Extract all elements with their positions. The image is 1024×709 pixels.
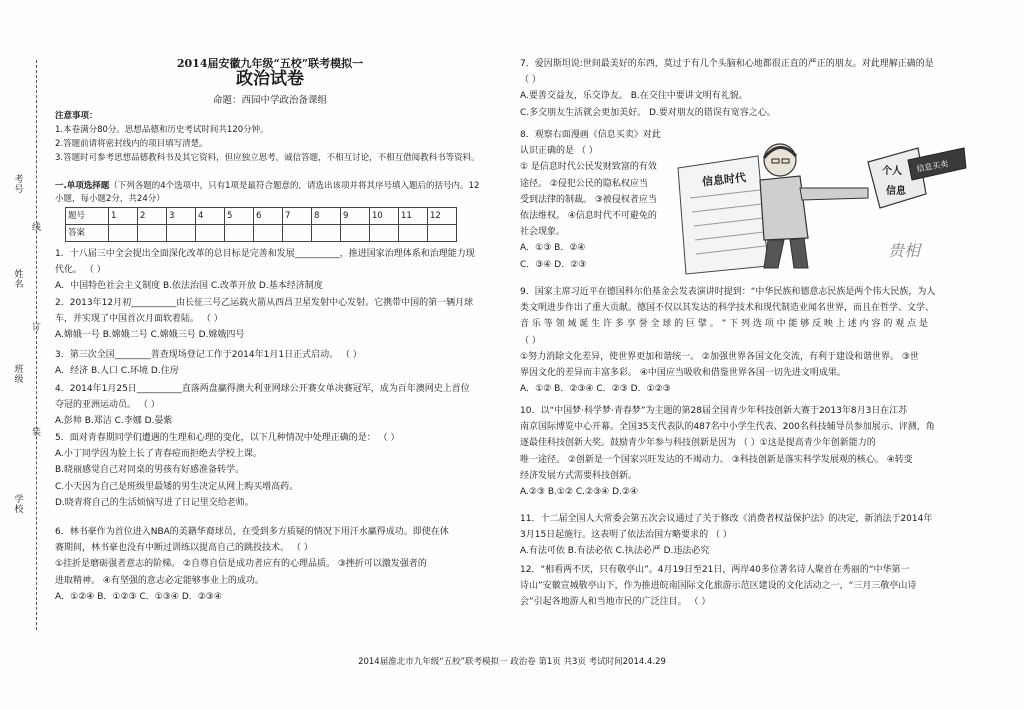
comic-illustration <box>668 128 968 276</box>
table-head-answer: 答案 <box>66 225 109 242</box>
comic-artist-signature: 贵相 <box>888 241 921 260</box>
question-line: A．①③ B．②④ <box>520 243 586 254</box>
question-line: 途径。 ②侵犯公民的隐私权应当 <box>520 178 648 189</box>
seal-mark-pack: 装 <box>32 428 42 438</box>
question-line: 经济发展方式需要科技创新。 <box>520 470 638 481</box>
question-6 <box>55 524 487 605</box>
school-label: 学校 <box>14 495 24 515</box>
question-line: A.②③ B.①② C.②③④ D.②④ <box>520 487 639 498</box>
answer-cell[interactable] <box>341 225 370 242</box>
question-line: 会”引起各地游人和当地市民的广泛注目。 （ ） <box>520 597 711 608</box>
note-item: 1.本卷满分80分。思想品德和历史考试时间共120分钟。 <box>55 125 269 135</box>
question-line: 11．十二届全国人大常委会第五次会议通过了关于修改《消费者权益保护法》的决定，新消法于2014年 <box>520 514 933 524</box>
question-line: C.多交朋友生活就会更加美好。 D.要对朋友的错误有宽容之心。 <box>520 107 776 118</box>
section-desc: （下列各题的4个选项中，只有1项是最符合题意的，请选出该项并将其序号填入题后的括号内。12小题，每小题2分，共24分） <box>55 181 480 204</box>
question-line: D.晓青将自己的生活烦恼写进了日记里交给老师。 <box>55 497 254 508</box>
question-line: 1．十八届三中全会提出全面深化改革的总目标是完善和发展__________，推进国家治理体系和治理能力现 <box>55 249 475 259</box>
question-1 <box>55 246 487 295</box>
seal-line <box>36 60 37 630</box>
question-4 <box>55 381 487 430</box>
question-line: 8．观察右面漫画《信息买卖》对此 <box>520 130 661 140</box>
answer-cell[interactable] <box>399 225 428 242</box>
answer-table-number-row <box>66 208 457 225</box>
series-title: 2014届安徽九年级“五校”联考模拟一 <box>176 57 364 70</box>
page-footer: 2014届淮北市九年级“五校”联考模拟一 政治卷 第1页 共3页 考试时间2014.4.29 <box>358 657 666 667</box>
question-number-cell: 3 <box>167 208 196 225</box>
question-number-cell: 8 <box>312 208 341 225</box>
question-line: A．经济 B.人口 C.环境 D.住房 <box>55 366 179 377</box>
answer-cell[interactable] <box>312 225 341 242</box>
question-5 <box>55 430 487 511</box>
comic-sign-personal: 个人 <box>882 166 902 177</box>
comic-coat <box>760 176 808 240</box>
answer-cell[interactable] <box>428 225 457 242</box>
class-label: 班级 <box>14 365 24 385</box>
question-number-cell: 6 <box>254 208 283 225</box>
question-line: 进取精神。 ④有坚强的意志必定能够事业上的成功。 <box>55 575 264 586</box>
subject-title: 政治试卷 <box>236 69 304 89</box>
question-line: 12．“相看两不厌，只有敬亭山”。4月19日至21日，两岸40多位著名诗人聚首在秀丽的“中华第一 <box>520 565 910 575</box>
comic-sign-info: 信息 <box>886 186 906 197</box>
question-10 <box>520 403 975 500</box>
question-line: 类文明进步作出了重大贡献。德国不仅以其发达的科学技术和现代制造业闻名世界，而且在哲学、文学、 <box>520 303 935 314</box>
question-line: 6．林书豪作为首位进入NBA的美籍华裔球员，在受到多方质疑的情况下用汗水赢得成功。即使在休 <box>55 527 449 537</box>
question-line: 诗山”安徽宣城敬亭山下，作为推进皖南国际文化旅游示范区建设的文化活动之一，“三月三敬亭山诗 <box>520 581 917 592</box>
exam-no-label: 考号 <box>14 175 24 195</box>
section-one-heading <box>55 180 485 206</box>
question-9 <box>520 284 975 397</box>
answer-cell[interactable] <box>370 225 399 242</box>
question-line: 依法维权。 ④信息时代不可避免的 <box>520 211 657 222</box>
section-title: 一.单项选择题 <box>55 181 110 191</box>
question-line: 受到法律的制裁。 ③被侵权者应当 <box>520 194 657 205</box>
seal-mark-bind: 订 <box>32 323 42 333</box>
question-line: 车，并实现了中国首次月面软着陆。 （ ） <box>55 314 223 325</box>
question-line: 夺冠的亚洲运动员。 （ ） <box>55 400 160 411</box>
question-number-cell: 9 <box>341 208 370 225</box>
notes-heading: 注意事项： <box>55 111 98 121</box>
question-number-cell: 11 <box>399 208 428 225</box>
question-line: 代化。 （ ） <box>55 265 106 276</box>
binding-gutter <box>12 60 42 630</box>
question-line: A.嫦娥一号 B.嫦娥二号 C.嫦娥三号 D.嫦娥四号 <box>55 330 245 341</box>
question-7 <box>520 56 975 121</box>
question-line: 音 乐 等 领 域 诞 生 许 多 享 誉 全 球 的 巨 擘 。 ” 下 列 选 项 中 能 够 反 映 上 述 内 容 的 观 点 是 <box>520 319 928 330</box>
question-number-cell: 1 <box>109 208 138 225</box>
question-line: A.彭帅 B.郑洁 C.李娜 D.晏紫 <box>55 416 173 427</box>
question-line: A．中国特色社会主义制度 B.依法治国 C.改革开放 D.基本经济制度 <box>55 281 323 292</box>
question-line: ① 是信息时代公民发财致富的有效 <box>520 162 657 173</box>
question-number-cell: 4 <box>196 208 225 225</box>
question-line: A.要善交益友，乐交诤友。 B.在交往中要讲文明有礼貌。 <box>520 91 748 102</box>
answer-cell[interactable] <box>283 225 312 242</box>
question-line: 4．2014年1月25日__________直落两盘赢得澳大利亚网球公开赛女单决赛冠军，成为百年澳网史上首位 <box>55 384 470 394</box>
answer-cell[interactable] <box>167 225 196 242</box>
question-line: 逐最佳科技创新大奖。鼓励青少年参与科技创新是因为 （ ）①这是提高青少年创新能力的 <box>520 438 876 449</box>
question-line: B.晓丽感觉自己对同桌的男孩有好感准备转学。 <box>55 465 245 476</box>
question-number-cell: 12 <box>428 208 457 225</box>
question-line: 认识正确的是 （ ） <box>520 146 598 157</box>
question-line: C．③④ D．②③ <box>520 259 587 270</box>
question-line: ①挂折是磨砺强者意志的阶梯。 ②自尊自信是成功者应有的心理品质。 ③挫折可以激发强者的 <box>55 559 427 570</box>
question-number-cell: 10 <box>370 208 399 225</box>
table-head-number: 题号 <box>66 208 109 225</box>
note-item: 2.答题前请将密封线内的项目填写清楚。 <box>55 139 208 149</box>
answer-cell[interactable] <box>109 225 138 242</box>
question-line: 唯一途径。 ②创新是一个国家兴旺发达的不竭动力。 ③科技创新是落实科学发展观的核心。 ④转变 <box>520 454 913 465</box>
question-line: A.小丁同学因为脸上长了青春痘而拒绝去学校上课。 <box>55 449 262 460</box>
question-line: 社会现象。 <box>520 227 566 238</box>
question-line: 2．2013年12月初__________由长征三号乙运载火箭从西昌卫星发射中心发射。它携带中国的第一辆月球 <box>55 298 474 308</box>
question-line: A．①② B．②③④ C．②③ D．①②③ <box>520 384 671 395</box>
question-number-cell: 2 <box>138 208 167 225</box>
question-line: A．①②④ B．①②③ C．①③④ D．②③④ <box>55 591 222 602</box>
question-line: 赛期间，林书豪也没有中断过训练以提高自己的跳投技术。 （ ） <box>55 543 313 554</box>
answer-table-answer-row <box>66 225 457 242</box>
question-line: 10．以“中国梦·科学梦·青春梦”为主题的第28届全国青少年科技创新大赛于2013年8月3日在江苏 <box>520 406 908 416</box>
comic-sign-trade: 信息买卖 <box>915 159 949 174</box>
comic-sign-left: 信息时代 <box>701 171 747 189</box>
question-number-cell: 5 <box>225 208 254 225</box>
question-line: C.小天因为自己是班级里最矮的男生决定从网上购买增高药。 <box>55 481 299 492</box>
question-number-cell: 7 <box>283 208 312 225</box>
question-line: （ ） <box>520 335 541 346</box>
question-11 <box>520 511 975 560</box>
question-line: 3月15日起施行。这表明了依法治国方略要求的 （ ） <box>520 530 732 541</box>
question-line: 3．第三次全国________普查现场登记工作于2014年1月1日正式启动。 （ ） <box>55 350 362 360</box>
question-line: A.有法可依 B.有法必依 C.执法必严 D.违法必究 <box>520 546 710 557</box>
answer-table <box>65 207 457 242</box>
name-label: 姓名 <box>14 270 24 290</box>
question-line: ①努力消除文化差异，使世界更加和谐统一。 ②加强世界各国文化交流，有利于建设和谐世界。 ③世 <box>520 351 919 362</box>
question-line: 7．爱因斯坦说:世间最美好的东西，莫过于有几个头脑和心地都很正直的严正的朋友。对此理解正确的是 <box>520 59 934 69</box>
question-line: 5．面对青春期同学们遭遇的生理和心理的变化，以下几种情况中处理正确的是： （ ） <box>55 433 400 443</box>
question-line: 界因文化的差异而丰富多彩。 ④中国应当吸收和借鉴世界各国一切先进文明成果。 <box>520 368 846 379</box>
question-12 <box>520 562 975 611</box>
answer-cell[interactable] <box>225 225 254 242</box>
question-2 <box>55 295 487 344</box>
exam-notes <box>55 109 485 165</box>
author-line: 命题：西园中学政治备课组 <box>212 95 327 106</box>
question-line: 9．国家主席习近平在德国科尔伯基金会发表演讲时提到：“中华民族和德意志民族是两个伟大民族，为人 <box>520 287 936 297</box>
answer-cell[interactable] <box>254 225 283 242</box>
question-line: 南京国际博览中心开幕。全国35支代表队的487名中小学生代表、200名科技辅导员参加展示、评测，角 <box>520 422 935 433</box>
question-3 <box>55 347 487 379</box>
answer-cell[interactable] <box>138 225 167 242</box>
seal-mark-line: 线 <box>32 223 42 233</box>
question-line: （ ） <box>520 75 541 86</box>
note-item: 3.答题时可参考思想品德教科书及其它资料，但应独立思考，诚信答题，不相互讨论，不相互借阅教科书等资料。 <box>55 153 480 163</box>
answer-cell[interactable] <box>196 225 225 242</box>
